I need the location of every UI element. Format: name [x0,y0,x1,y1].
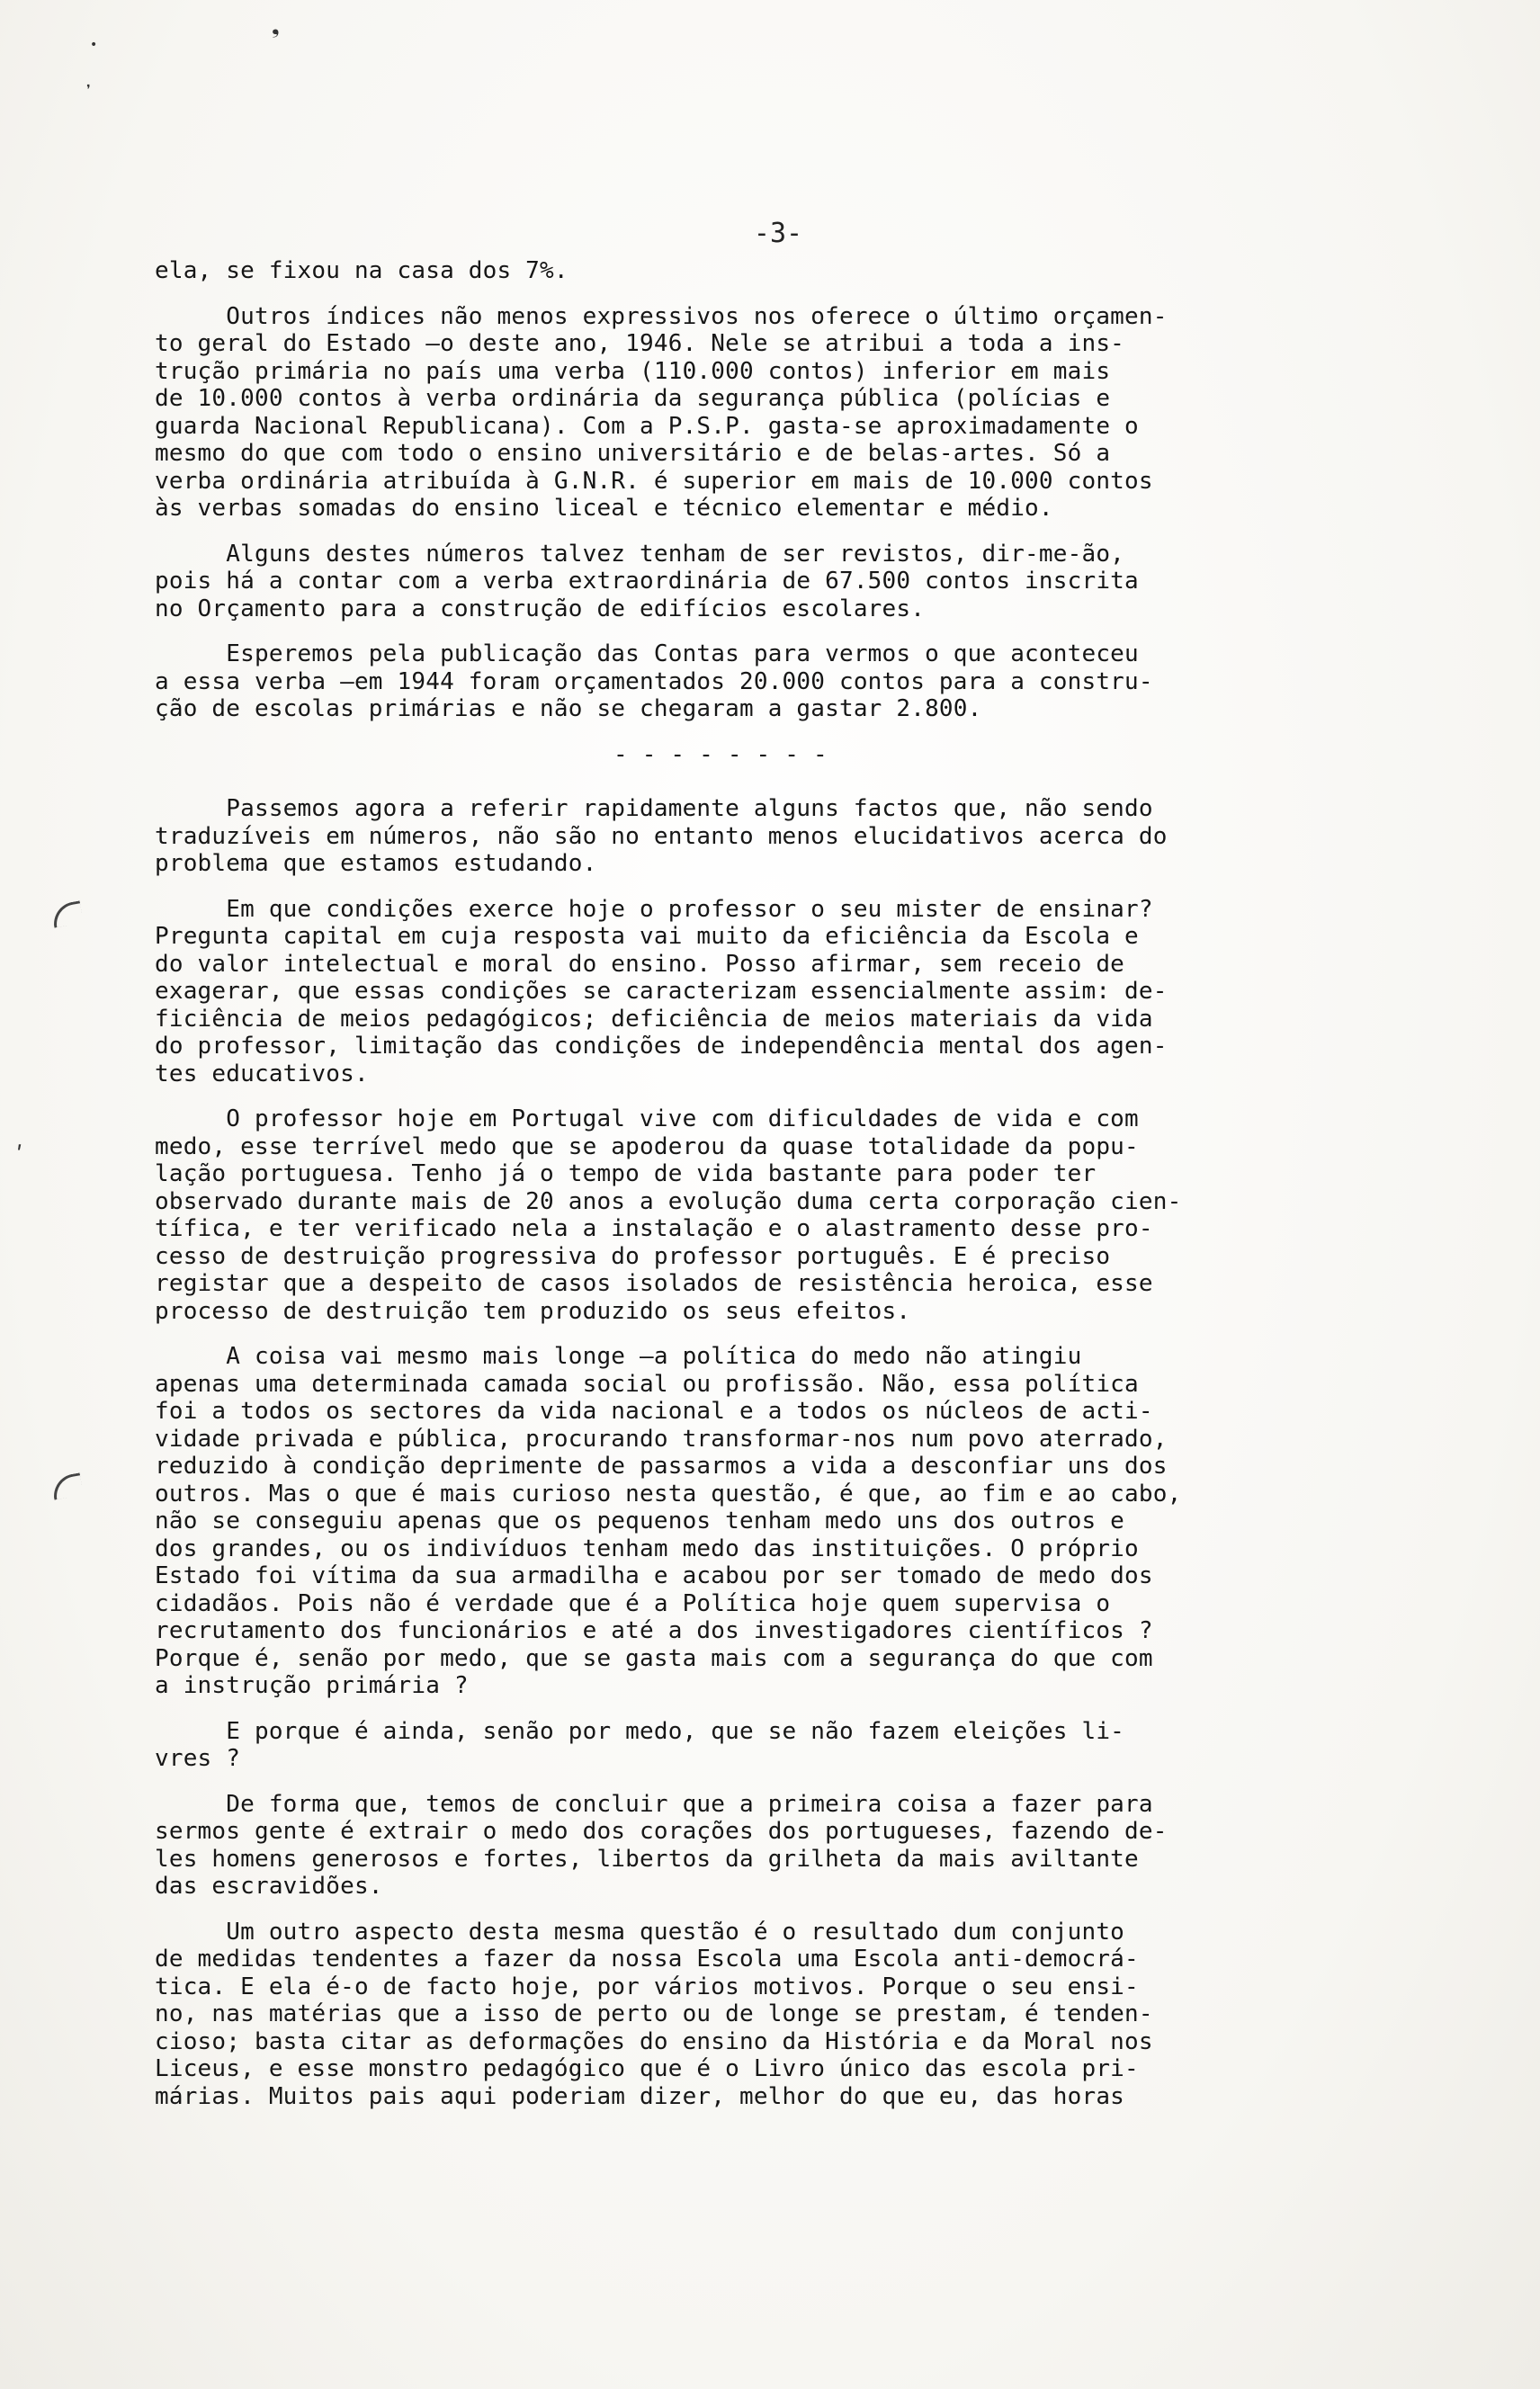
paragraph [155,1919,1432,2111]
text-line: outros. Mas o que é mais curioso nesta questão, é que, ao fim e ao cabo, [155,1480,1182,1508]
text-line: Alguns destes números talvez tenham de ser revistos, dir-me-ão, [155,540,1125,568]
paragraph [155,896,1432,1088]
page-number: -3- [753,218,803,249]
text-line: das escravidões. [155,1873,383,1900]
margin-mark [50,900,84,927]
text-line: não se conseguiu apenas que os pequenos tenham medo uns dos outros e [155,1508,1125,1535]
text-line: E porque é ainda, senão por medo, que se não fazem eleições li- [155,1717,1125,1745]
paragraph [155,257,1432,285]
text-line: vres ? [155,1745,241,1772]
text-line: apenas uma determinada camada social ou profissão. Não, essa política [155,1370,1139,1398]
text-line: cioso; basta citar as deformações do ensino da História e da Moral nos [155,2027,1153,2055]
text-line: Porque é, senão por medo, que se gasta mais com a segurança do que com [155,1644,1153,1672]
text-line: ela, se fixou na casa dos 7%. [155,257,569,284]
text-line: Outros índices não menos expressivos nos oferece o último orçamen- [155,302,1168,330]
text-line: tes educativos. [155,1060,369,1087]
ink-speck: ❟ [272,16,280,39]
text-line: vidade privada e pública, procurando transformar-nos num povo aterrado, [155,1425,1168,1453]
text-line: pois há a contar com a verba extraordinária de 67.500 contos inscrita [155,568,1139,595]
section-divider: - - - - - - - - [613,740,828,768]
text-line: O professor hoje em Portugal vive com dificuldades de vida e com [155,1105,1139,1132]
margin-mark: ʹ [16,1142,23,1169]
text-line: no Orçamento para a construção de edifícios escolares. [155,595,926,622]
text-line: exagerar, que essas condições se caracterizam essencialmente assim: de- [155,978,1168,1005]
text-line: cesso de destruição progressiva do professor português. E é preciso [155,1242,1111,1270]
text-line: recrutamento dos funcionários e até a dos investigadores científicos ? [155,1617,1153,1644]
text-line: de medidas tendentes a fazer da nossa Escola uma Escola anti-democrá- [155,1946,1139,1973]
text-line: A coisa vai mesmo mais longe —a política do medo não atingiu [155,1343,1082,1370]
text-line: ficiência de meios pedagógicos; deficiência de meios materiais da vida [155,1005,1153,1033]
text-line: tífica, e ter verificado nela a instalação e o alastramento desse pro- [155,1215,1153,1242]
text-line: Passemos agora a referir rapidamente alguns factos que, não sendo [155,795,1153,822]
text-line: to geral do Estado —o deste ano, 1946. Nele se atribui a toda a ins- [155,330,1125,357]
paragraph [155,1105,1432,1325]
text-line: a essa verba —em 1944 foram orçamentados 20.000 contos para a constru- [155,667,1153,695]
text-line: processo de destruição tem produzido os seus efeitos. [155,1297,911,1325]
margin-mark [50,1472,84,1499]
paragraph [155,1343,1432,1700]
paragraph [155,303,1432,523]
text-line: medo, esse terrível medo que se apoderou da quase totalidade da popu- [155,1132,1139,1160]
text-line: Pregunta capital em cuja resposta vai muito da eficiência da Escola e [155,923,1139,950]
text-line: observado durante mais de 20 anos a evolução duma certa corporação cien- [155,1187,1182,1215]
paragraph [155,541,1432,623]
text-line: les homens generosos e fortes, libertos da grilheta da mais aviltante [155,1845,1139,1873]
text-line: traduzíveis em números, não são no entanto menos elucidativos acerca do [155,822,1168,850]
text-line: foi a todos os sectores da vida nacional e a todos os núcleos de acti- [155,1398,1153,1425]
text-line: ção de escolas primárias e não se chegaram a gastar 2.800. [155,695,982,722]
paragraph [155,795,1432,878]
text-line: a instrução primária ? [155,1672,469,1699]
ink-speck: ❜ [86,83,91,97]
text-line: Liceus, e esse monstro pedagógico que é o Livro único das escola pri- [155,2055,1139,2082]
text-line: tica. E ela é-o de facto hoje, por vários motivos. Porque o seu ensi- [155,1973,1139,2000]
text-line: verba ordinária atribuída à G.N.R. é superior em mais de 10.000 contos [155,467,1153,495]
text-line: Em que condições exerce hoje o professor o seu mister de ensinar? [155,895,1153,923]
text-line: Esperemos pela publicação das Contas para vermos o que aconteceu [155,640,1139,667]
text-line: márias. Muitos pais aqui poderiam dizer, melhor do que eu, das horas [155,2082,1125,2110]
body-text [155,257,1432,2128]
text-line: do professor, limitação das condições de independência mental dos agen- [155,1033,1168,1060]
text-line: Um outro aspecto desta mesma questão é o resultado dum conjunto [155,1918,1125,1946]
text-line: no, nas matérias que a isso de perto ou de longe se prestam, é tenden- [155,2000,1153,2027]
text-line: guarda Nacional Republicana). Com a P.S.P. gasta-se aproximadamente o [155,412,1139,440]
paragraph [155,640,1432,723]
text-line: Estado foi vítima da sua armadilha e acabou por ser tomado de medo dos [155,1562,1153,1589]
text-line: do valor intelectual e moral do ensino. Posso afirmar, sem receio de [155,950,1125,978]
text-line: problema que estamos estudando. [155,850,597,877]
text-line: trução primária no país uma verba (110.000 contos) inferior em mais [155,357,1111,385]
text-line: lação portuguesa. Tenho já o tempo de vida bastante para poder ter [155,1160,1097,1187]
paragraph [155,1791,1432,1901]
text-line: às verbas somadas do ensino liceal e técnico elementar e médio. [155,495,1053,522]
text-line: mesmo do que com todo o ensino universitário e de belas-artes. Só a [155,440,1111,467]
paragraph [155,1718,1432,1773]
text-line: sermos gente é extrair o medo dos corações dos portugueses, fazendo de- [155,1818,1168,1845]
text-line: de 10.000 contos à verba ordinária da segurança pública (polícias e [155,385,1111,412]
text-line: dos grandes, ou os indivíduos tenham medo das instituições. O próprio [155,1535,1139,1562]
text-line: registar que a despeito de casos isolados de resistência heroica, esse [155,1270,1153,1297]
text-line: reduzido à condição deprimente de passarmos a vida a desconfiar uns dos [155,1453,1168,1480]
ink-speck: • [90,38,98,52]
text-line: De forma que, temos de concluir que a primeira coisa a fazer para [155,1790,1153,1818]
text-line: cidadãos. Pois não é verdade que é a Política hoje quem supervisa o [155,1589,1111,1617]
